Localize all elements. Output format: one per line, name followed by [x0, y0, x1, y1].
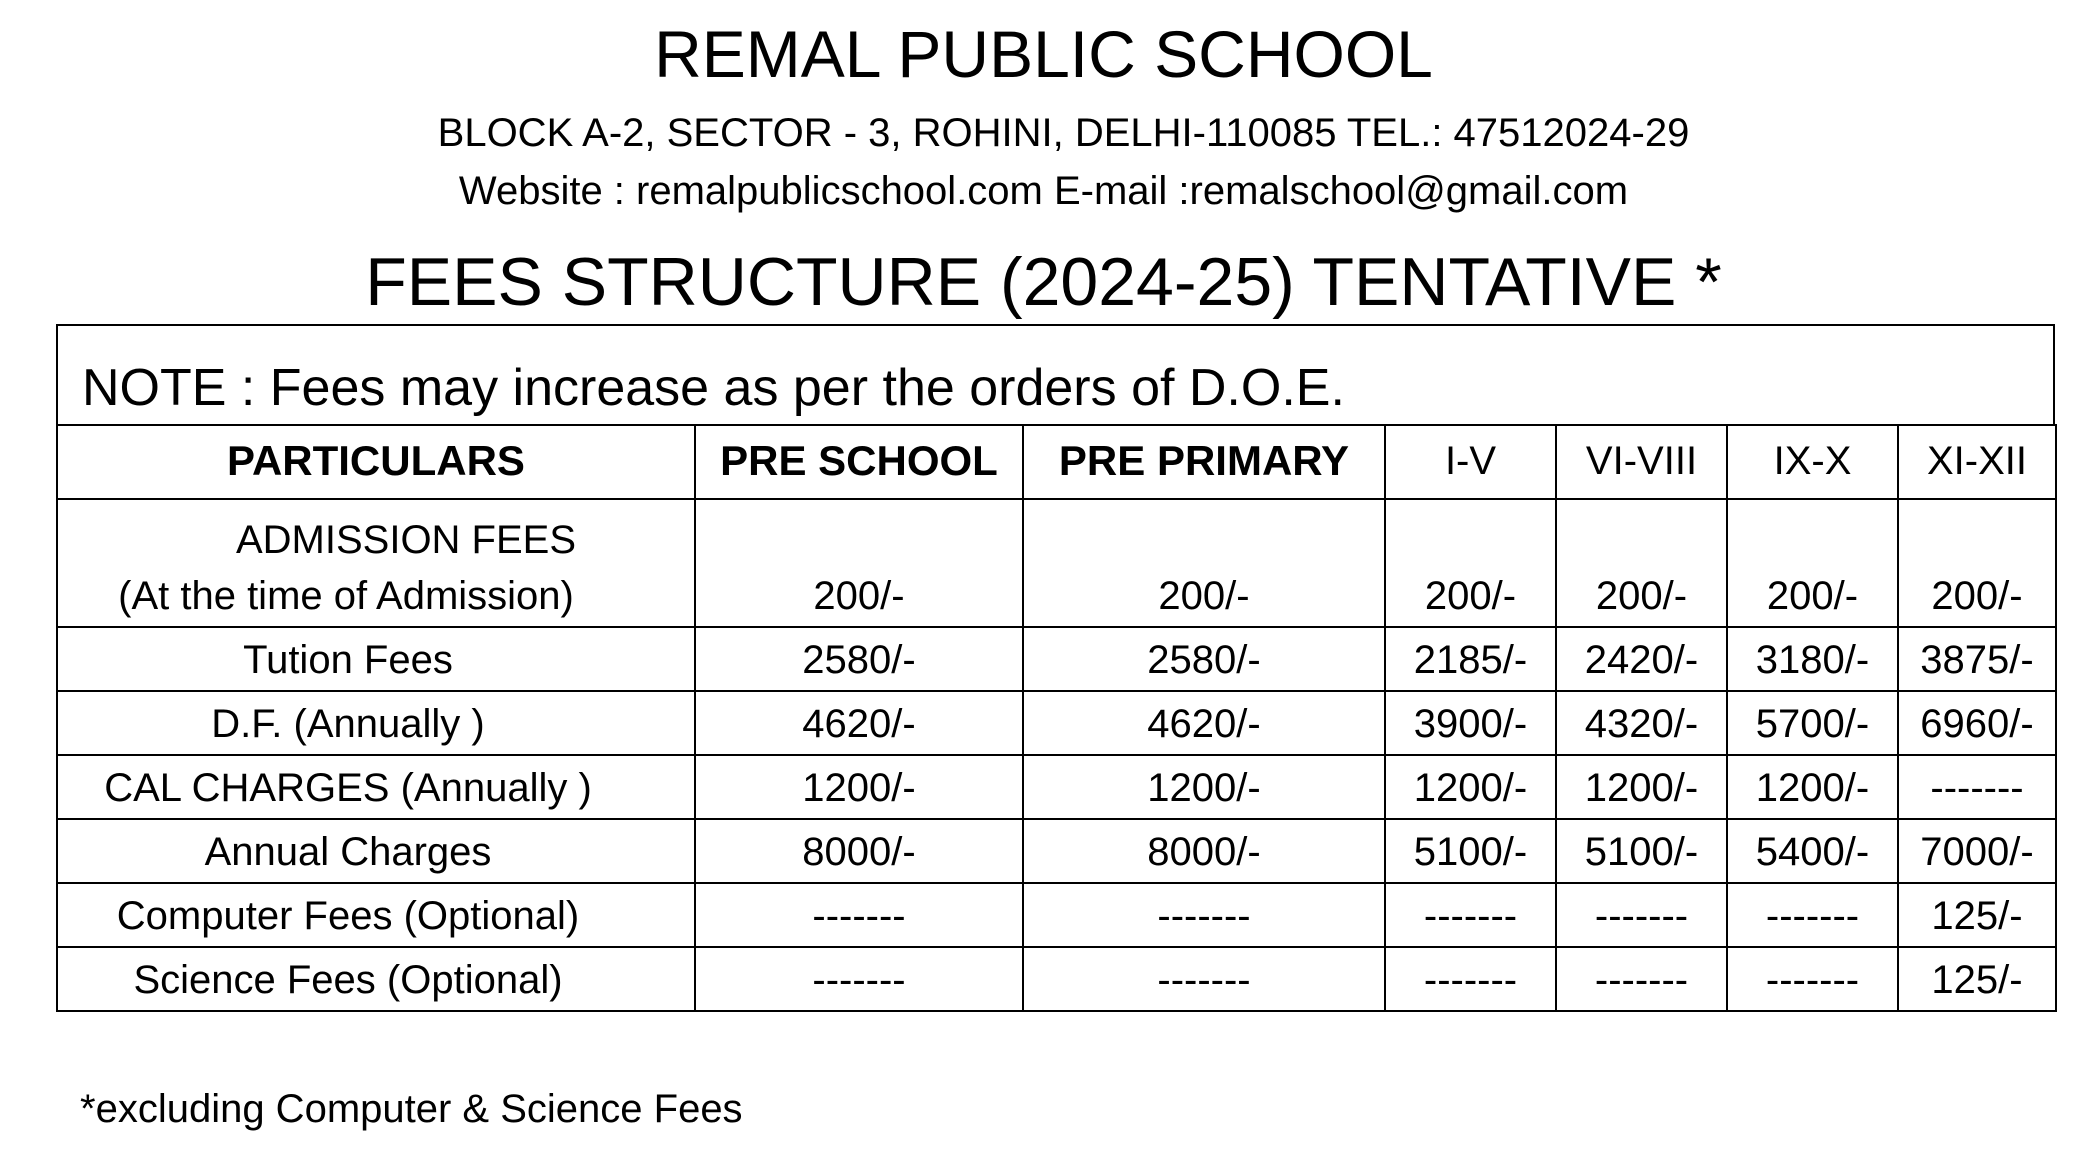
cell-i-v: ------- — [1385, 883, 1556, 947]
cell-vi-viii: 200/- — [1556, 499, 1727, 627]
cell-xi-xii: 200/- — [1898, 499, 2056, 627]
cell-i-v: 2185/- — [1385, 627, 1556, 691]
cell-pre-primary: 4620/- — [1023, 691, 1385, 755]
cell-xi-xii: 6960/- — [1898, 691, 2056, 755]
cell-vi-viii: ------- — [1556, 947, 1727, 1011]
column-header-particulars: PARTICULARS — [57, 425, 695, 499]
row-particular: Computer Fees (Optional) — [57, 883, 695, 947]
row-particular-line2: (At the time of Admission) — [118, 574, 574, 618]
row-particular-line1: ADMISSION FEES — [235, 518, 577, 562]
cell-xi-xii: 3875/- — [1898, 627, 2056, 691]
column-header-pre-school: PRE SCHOOL — [695, 425, 1023, 499]
school-name: REMAL PUBLIC SCHOOL — [654, 17, 1433, 91]
cell-pre-school: 8000/- — [695, 819, 1023, 883]
cell-pre-school: ------- — [695, 883, 1023, 947]
fees-table — [56, 424, 2057, 1012]
cell-xi-xii: ------- — [1898, 755, 2056, 819]
row-particular — [57, 499, 695, 627]
cell-pre-primary: ------- — [1023, 883, 1385, 947]
cell-ix-x: ------- — [1727, 883, 1898, 947]
cell-xi-xii: 125/- — [1898, 883, 2056, 947]
cell-pre-primary: ------- — [1023, 947, 1385, 1011]
cell-vi-viii: 4320/- — [1556, 691, 1727, 755]
row-particular: Tution Fees — [57, 627, 695, 691]
column-header-i-v: I-V — [1385, 425, 1556, 499]
table-row-annual-charges — [57, 819, 2056, 883]
footnote: *excluding Computer & Science Fees — [80, 1087, 743, 1131]
note-text: NOTE : Fees may increase as per the orders of D.O.E. — [82, 359, 1345, 417]
table-row-science-fees — [57, 947, 2056, 1011]
cell-pre-primary: 200/- — [1023, 499, 1385, 627]
cell-pre-school: 200/- — [695, 499, 1023, 627]
cell-pre-school: 2580/- — [695, 627, 1023, 691]
cell-vi-viii: 2420/- — [1556, 627, 1727, 691]
cell-ix-x: 1200/- — [1727, 755, 1898, 819]
row-particular: CAL CHARGES (Annually ) — [57, 755, 695, 819]
column-header-vi-viii: VI-VIII — [1556, 425, 1727, 499]
row-particular: Annual Charges — [57, 819, 695, 883]
table-header-row — [57, 425, 2056, 499]
cell-ix-x: 5400/- — [1727, 819, 1898, 883]
column-header-pre-primary: PRE PRIMARY — [1023, 425, 1385, 499]
fees-title: FEES STRUCTURE (2024-25) TENTATIVE * — [365, 244, 1722, 320]
row-particular: Science Fees (Optional) — [57, 947, 695, 1011]
note-box — [56, 324, 2055, 424]
cell-ix-x: 200/- — [1727, 499, 1898, 627]
cell-pre-primary: 8000/- — [1023, 819, 1385, 883]
cell-pre-school: 1200/- — [695, 755, 1023, 819]
row-particular: D.F. (Annually ) — [57, 691, 695, 755]
table-row-admission-fees — [57, 499, 2056, 627]
cell-xi-xii: 7000/- — [1898, 819, 2056, 883]
cell-vi-viii: 5100/- — [1556, 819, 1727, 883]
column-header-ix-x: IX-X — [1727, 425, 1898, 499]
school-address: BLOCK A-2, SECTOR - 3, ROHINI, DELHI-110085 TEL.: 47512024-29 — [437, 111, 1690, 155]
cell-ix-x: 5700/- — [1727, 691, 1898, 755]
school-contact: Website : remalpublicschool.com E-mail :remalschool@gmail.com — [458, 169, 1629, 213]
cell-i-v: 200/- — [1385, 499, 1556, 627]
cell-pre-primary: 2580/- — [1023, 627, 1385, 691]
cell-xi-xii: 125/- — [1898, 947, 2056, 1011]
cell-pre-school: 4620/- — [695, 691, 1023, 755]
table-row-tuition-fees — [57, 627, 2056, 691]
cell-pre-primary: 1200/- — [1023, 755, 1385, 819]
cell-pre-school: ------- — [695, 947, 1023, 1011]
cell-i-v: 5100/- — [1385, 819, 1556, 883]
cell-i-v: 3900/- — [1385, 691, 1556, 755]
cell-i-v: ------- — [1385, 947, 1556, 1011]
table-row-cal-charges — [57, 755, 2056, 819]
cell-ix-x: ------- — [1727, 947, 1898, 1011]
cell-ix-x: 3180/- — [1727, 627, 1898, 691]
table-row-computer-fees — [57, 883, 2056, 947]
column-header-xi-xii: XI-XII — [1898, 425, 2056, 499]
cell-vi-viii: ------- — [1556, 883, 1727, 947]
cell-vi-viii: 1200/- — [1556, 755, 1727, 819]
table-row-df-annually — [57, 691, 2056, 755]
cell-i-v: 1200/- — [1385, 755, 1556, 819]
